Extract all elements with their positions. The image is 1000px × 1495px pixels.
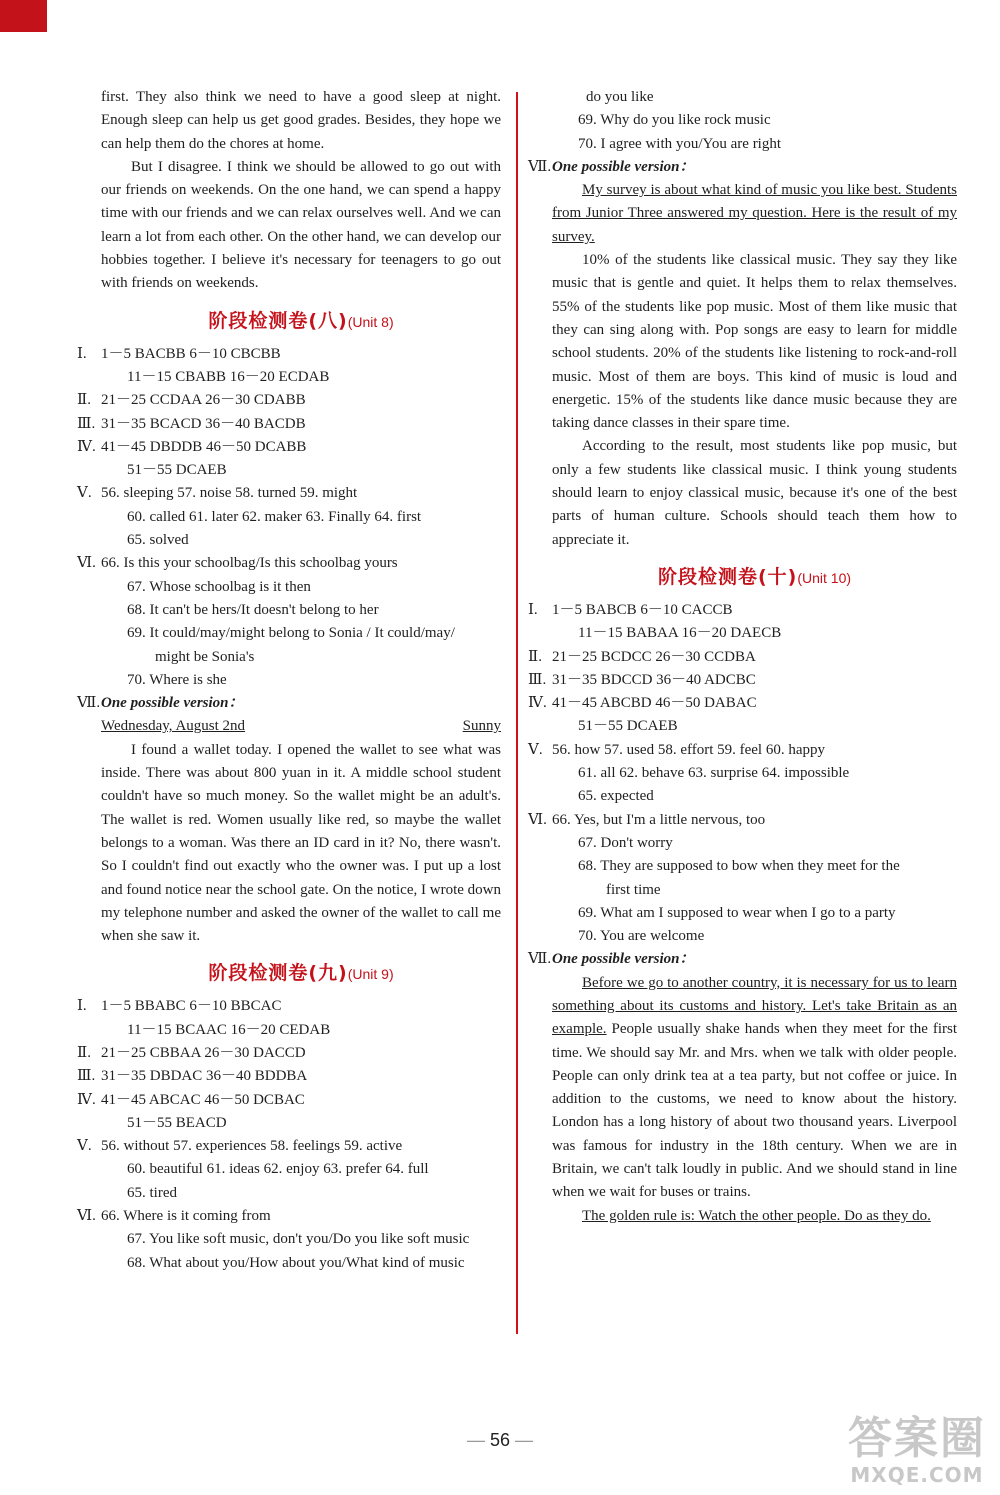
roman-numeral: Ⅵ. bbox=[77, 555, 96, 572]
answer-row: might be Sonia's bbox=[155, 648, 255, 665]
answer-text: 21－25 CBBAA 26－30 DACCD bbox=[101, 1044, 306, 1061]
answer-text: 66. Where is it coming from bbox=[101, 1208, 271, 1225]
watermark-text: 答案圈 bbox=[848, 1413, 986, 1464]
roman-numeral: Ⅶ. bbox=[77, 695, 101, 712]
page-number: — 56 — bbox=[466, 1430, 534, 1450]
roman-numeral: Ⅶ. bbox=[528, 158, 552, 175]
answer-row: 51－55 DCAEB bbox=[127, 462, 227, 479]
answer-text: 1－5 BABCB 6－10 CACCB bbox=[552, 601, 733, 618]
column-divider bbox=[516, 92, 518, 1334]
roman-numeral: Ⅱ. bbox=[77, 392, 91, 409]
heading-unit: (Unit 10) bbox=[797, 569, 852, 586]
heading-unit: (Unit 9) bbox=[347, 966, 394, 983]
essay-para: I found a wallet today. I opened the wallet to see what was inside. There was about 800 yuan in it. A middle school student couldn't have so much money. So the wallet might be an adult's. The wallet is red. Women usually like red, so maybe the wallet belongs to a woman. Was there an ID card in it? No, there wasn't. So I couldn't find out exactly who the owner was. I put up a lost and found notice near the school gate. On the notice, I wrote down my telephone number and asked the owner of the wallet to call me when she saw it. bbox=[101, 741, 501, 945]
answer-row: 67. Whose schoolbag is it then bbox=[127, 578, 311, 595]
answer-row bbox=[77, 1089, 501, 1112]
answer-row: 67. Don't worry bbox=[578, 834, 673, 851]
answer-text: 31－35 DBDAC 36－40 BDDBA bbox=[101, 1068, 308, 1085]
underlined-text: The golden rule is: Watch the other people. Do as they do. bbox=[582, 1207, 931, 1224]
roman-numeral: Ⅳ. bbox=[77, 438, 96, 455]
answer-row: 67. You like soft music, don't you/Do you like soft music bbox=[127, 1231, 470, 1248]
roman-numeral: Ⅰ. bbox=[77, 998, 87, 1015]
answer-row bbox=[77, 1135, 501, 1158]
answer-row: 69. It could/may/might belong to Sonia / It could/may/ bbox=[127, 625, 455, 642]
answer-row: 65. tired bbox=[127, 1184, 177, 1201]
answer-text: 21－25 CCDAA 26－30 CDABB bbox=[101, 392, 306, 409]
answer-text: 1－5 BBABC 6－10 BBCAC bbox=[101, 998, 282, 1015]
answer-row: 51－55 DCAEB bbox=[578, 718, 678, 735]
essay-para bbox=[552, 972, 957, 1205]
answer-row: 65. expected bbox=[578, 788, 654, 805]
answer-row: 68. It can't be hers/It doesn't belong to her bbox=[127, 601, 379, 618]
essay-text: People usually shake hands when they meet for the first time. We should say Mr. and Mrs. when we talk with older people. People can only drink tea at a tea party, but not coffee or juice. In addition to the customs, we need to know about the history. London has a long history of about two thousand years. Liverpool was famous for industry in the 18th century. When we are in Britain, we can't talk loudly in public. And we should stand in line when we wait for buses or trains. bbox=[552, 1021, 957, 1201]
roman-numeral: Ⅲ. bbox=[528, 671, 547, 688]
answer-row: 69. What am I supposed to wear when I go to a party bbox=[578, 904, 896, 921]
answer-text: 31－35 BDCCD 36－40 ADCBC bbox=[552, 671, 756, 688]
answer-row: 70. I agree with you/You are right bbox=[578, 135, 782, 152]
answer-row bbox=[77, 1042, 501, 1065]
answer-row bbox=[77, 343, 501, 366]
answer-row: 60. beautiful 61. ideas 62. enjoy 63. prefer 64. full bbox=[127, 1161, 429, 1178]
answer-row: 68. What about you/How about you/What kind of music bbox=[127, 1254, 465, 1271]
answer-row bbox=[77, 995, 501, 1018]
answer-row: 11－15 BABAA 16－20 DAECB bbox=[578, 625, 782, 642]
essay-para: According to the result, most students like pop music, but only a few students like classical music. I think young students should learn to enjoy classical music, because it's one of the best parts of human culture. Schools should teach them how to appreciate it. bbox=[552, 438, 957, 548]
answer-row bbox=[77, 482, 501, 505]
answer-text: 56. how 57. used 58. effort 59. feel 60. happy bbox=[552, 741, 826, 758]
underlined-text: Before we go to another country, it is necessary for us to learn something about its customs and history. Let's take Britain as an example. bbox=[552, 974, 957, 1038]
answer-row bbox=[77, 436, 501, 459]
answer-row bbox=[528, 646, 957, 669]
essay-intro: first. They also think we need to have a good sleep at night. Enough sleep can help us get good grades. Besides, they hope we can help them do the chores at home. bbox=[101, 89, 501, 152]
essay-para: 10% of the students like classical music. They say they like music that is gentle and quiet. It helps them to relax themselves. 55% of the students like pop music. Most of them like music that they can sing along with. Pop songs are easy to learn for middle school students. 20% of the students like listening to rock-and-roll music. Most of them are boys. This kind of music is loud and energetic. 15% of the students like dance music because they are taking dance classes in their spare time. bbox=[552, 252, 957, 432]
roman-numeral: Ⅱ. bbox=[77, 1044, 91, 1061]
answer-row: 61. all 62. behave 63. surprise 64. impossible bbox=[578, 765, 850, 782]
section-heading-test9 bbox=[101, 958, 501, 989]
answer-row: 68. They are supposed to bow when they meet for the bbox=[578, 858, 900, 875]
answer-row bbox=[528, 739, 957, 762]
right-column bbox=[528, 86, 957, 1228]
answer-text: 41－45 DBDDB 46－50 DCABB bbox=[101, 438, 307, 455]
heading-title: 阶段检测卷(九) bbox=[208, 962, 348, 985]
heading-unit: (Unit 8) bbox=[347, 313, 394, 330]
roman-numeral: Ⅴ. bbox=[77, 485, 92, 502]
roman-numeral: Ⅴ. bbox=[77, 1138, 92, 1155]
answer-row: 11－15 BCAAC 16－20 CEDAB bbox=[127, 1021, 331, 1038]
answer-text: 66. Yes, but I'm a little nervous, too bbox=[552, 811, 766, 828]
answer-text: 1－5 BACBB 6－10 CBCBB bbox=[101, 345, 281, 362]
section-heading-test8 bbox=[101, 306, 501, 337]
roman-numeral: Ⅵ. bbox=[528, 811, 547, 828]
version-label: One possible version： bbox=[101, 695, 244, 712]
roman-numeral: Ⅲ. bbox=[77, 415, 96, 432]
heading-title: 阶段检测卷(八) bbox=[208, 309, 348, 332]
diary-header bbox=[101, 715, 501, 738]
left-column bbox=[77, 86, 501, 1275]
answer-text: 41－45 ABCBD 46－50 DABAC bbox=[552, 695, 757, 712]
page-number-value: 56 bbox=[489, 1430, 511, 1450]
answer-text: 31－35 BCACD 36－40 BACDB bbox=[101, 415, 306, 432]
heading-title: 阶段检测卷(十) bbox=[657, 565, 798, 588]
answer-row bbox=[77, 692, 501, 715]
roman-numeral: Ⅰ. bbox=[528, 601, 538, 618]
answer-row: 60. called 61. later 62. maker 63. Finally 64. first bbox=[127, 508, 422, 525]
answer-row bbox=[528, 809, 957, 832]
roman-numeral: Ⅳ. bbox=[528, 695, 547, 712]
watermark-logo bbox=[848, 1415, 986, 1487]
answer-row: do you like bbox=[586, 89, 654, 105]
answer-row bbox=[77, 1065, 501, 1088]
answer-row bbox=[528, 599, 957, 622]
underlined-text: My survey is about what kind of music you like best. Students from Junior Three answered my question. Here is the result of my survey. bbox=[552, 182, 957, 245]
answer-text: 56. sleeping 57. noise 58. turned 59. might bbox=[101, 485, 358, 502]
answer-text: 41－45 ABCAC 46－50 DCBAC bbox=[101, 1091, 305, 1108]
answer-row: 70. Where is she bbox=[127, 671, 227, 688]
roman-numeral: Ⅴ. bbox=[528, 741, 543, 758]
essay-para bbox=[552, 1205, 957, 1228]
answer-row: 70. You are welcome bbox=[578, 928, 705, 945]
answer-text: 66. Is this your schoolbag/Is this schoolbag yours bbox=[101, 555, 398, 572]
section-heading-test10 bbox=[552, 562, 957, 593]
answer-row: 69. Why do you like rock music bbox=[578, 112, 771, 129]
roman-numeral: Ⅶ. bbox=[528, 951, 552, 968]
answer-row: 51－55 BEACD bbox=[127, 1114, 227, 1131]
answer-row bbox=[77, 413, 501, 436]
watermark-url: MXQE.COM bbox=[850, 1463, 984, 1487]
answer-row bbox=[528, 692, 957, 715]
essay-para: But I disagree. I think we should be allowed to go out with our friends on weekends. On the one hand, we can spend a happy time with our friends and we can relax ourselves well. And we can learn a lot from each other. On the other hand, we can develop our hobbies together. I believe it's necessary for teenagers to go out with friends on weekends. bbox=[101, 158, 501, 292]
diary-weather: Sunny bbox=[462, 718, 501, 735]
answer-row bbox=[528, 669, 957, 692]
version-label: One possible version： bbox=[552, 951, 695, 968]
roman-numeral: Ⅵ. bbox=[77, 1208, 96, 1225]
answer-row: first time bbox=[606, 881, 661, 898]
roman-numeral: Ⅳ. bbox=[77, 1091, 96, 1108]
answer-text: 56. without 57. experiences 58. feelings 59. active bbox=[101, 1138, 403, 1155]
answer-row: 11－15 CBABB 16－20 ECDAB bbox=[127, 368, 330, 385]
answer-row bbox=[77, 1205, 501, 1228]
answer-row bbox=[528, 948, 957, 971]
roman-numeral: Ⅱ. bbox=[528, 648, 542, 665]
answer-text: 21－25 BCDCC 26－30 CCDBA bbox=[552, 648, 756, 665]
version-label: One possible version： bbox=[552, 158, 695, 175]
corner-tab bbox=[0, 0, 47, 32]
essay-para bbox=[552, 179, 957, 249]
answer-row: 65. solved bbox=[127, 532, 189, 549]
roman-numeral: Ⅰ. bbox=[77, 345, 87, 362]
answer-row bbox=[528, 156, 957, 179]
answer-row bbox=[77, 552, 501, 575]
answer-row bbox=[77, 389, 501, 412]
roman-numeral: Ⅲ. bbox=[77, 1068, 96, 1085]
diary-date: Wednesday, August 2nd bbox=[101, 718, 246, 735]
